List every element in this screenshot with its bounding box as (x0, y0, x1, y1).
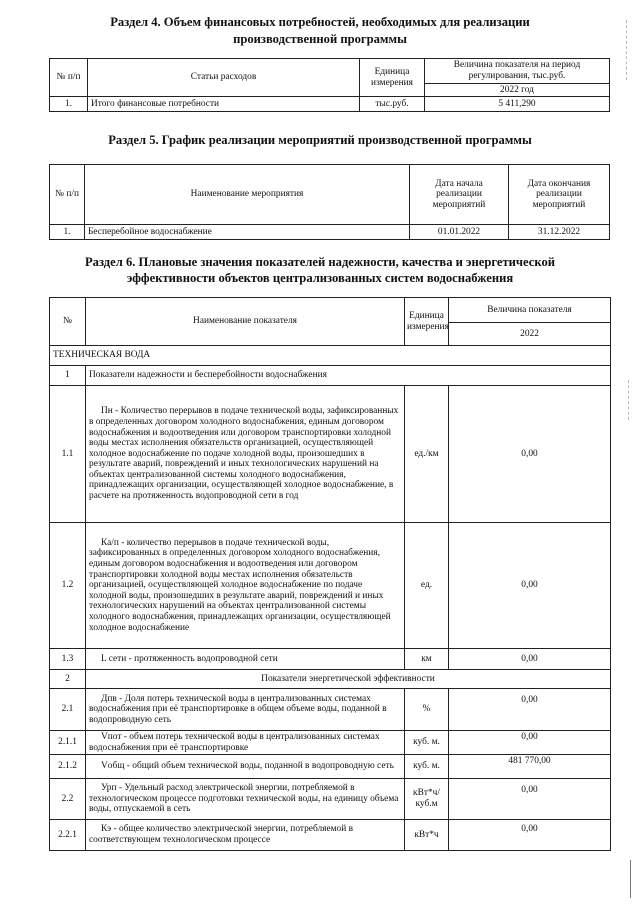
section6-title: Раздел 6. Плановые значения показателей надежности, качества и энергетической эффективности объектов централизованных систем водоснабжения (84, 255, 556, 285)
header-name: Наименование мероприятия (85, 165, 410, 225)
cell-value: 0,00 (449, 689, 611, 731)
cell-num: 2.2 (50, 779, 86, 820)
cell-name: Vобщ - общий объем технической воды, поданной в водопроводную сеть (86, 755, 405, 779)
header-end: Дата окончания реализации мероприятий (509, 165, 610, 225)
header-unit: Единица измерения (405, 298, 449, 346)
cell-num: 1. (50, 225, 85, 240)
scan-margin-mark (630, 860, 631, 898)
cell-value: 0,00 (449, 731, 611, 755)
table-row (50, 689, 611, 731)
cell-value: 0,00 (449, 523, 611, 649)
cell-num: 1 (50, 366, 86, 386)
header-item: Статьи расходов (88, 59, 360, 97)
cell-num: 2.1 (50, 689, 86, 731)
header-year: 2022 (449, 323, 611, 346)
table-row (50, 97, 610, 112)
cell-unit: ед./км (405, 386, 449, 523)
category-row: ТЕХНИЧЕСКАЯ ВОДА (50, 346, 611, 366)
table-row (50, 225, 610, 240)
scan-margin-mark (628, 380, 629, 420)
header-num: № п/п (50, 59, 88, 97)
cell-value: 0,00 (449, 386, 611, 523)
table-row (50, 820, 611, 851)
header-num: № (50, 298, 86, 346)
section5-title: Раздел 5. График реализации мероприятий производственной программы (108, 133, 532, 147)
cell-value: 481 770,00 (449, 755, 611, 779)
cell-unit: куб. м. (405, 755, 449, 779)
table-row (50, 731, 611, 755)
cell-unit: ед. (405, 523, 449, 649)
cell-end: 31.12.2022 (509, 225, 610, 240)
cell-name: Пн - Количество перерывов в подаче технической воды, зафиксированных в определенных договором холодного водоснабжения, единым договором водоснабжения и водоотведения или договором транспортировки холодной воды местах исполнения обязательств организацией, осуществляющей холодное водоснабжение по подаче холодной воды, произошедших в результате аварий, повреждений и иных технологических нарушений на объектах централизованной системы холодного водоснабжения, принадлежащих организации, осуществляющей холодное водоснабжение, в расчете на протяженность водопроводной сети в год (86, 386, 405, 523)
header-year: 2022 год (425, 84, 610, 97)
table-row (50, 779, 611, 820)
group-row (50, 366, 611, 386)
header-num: № п/п (50, 165, 85, 225)
cell-num: 2.1.2 (50, 755, 86, 779)
cell-num: 1. (50, 97, 88, 112)
header-name: Наименование показателя (86, 298, 405, 346)
cell-name: Дпв - Доля потерь технической воды в централизованных системах водоснабжения при её транспортировке в общем объеме воды, поданной в водопроводную сеть (86, 689, 405, 731)
cell-unit: км (405, 649, 449, 670)
header-start: Дата начала реализации мероприятий (410, 165, 509, 225)
cell-num: 2.1.1 (50, 731, 86, 755)
cell-num: 2.2.1 (50, 820, 86, 851)
cell-value: 0,00 (449, 820, 611, 851)
cell-num: 2 (50, 670, 86, 689)
table-row (50, 755, 611, 779)
section6-table (49, 297, 611, 851)
header-value: Величина показателя (449, 298, 611, 323)
cell-name: Показатели энергетической эффективности (86, 670, 611, 689)
cell-num: 1.2 (50, 523, 86, 649)
cell-value: 0,00 (449, 649, 611, 670)
table-row (50, 523, 611, 649)
cell-unit: кВт*ч/ куб.м (405, 779, 449, 820)
group-row (50, 670, 611, 689)
cell-unit: тыс.руб. (360, 97, 425, 112)
section4-title: Раздел 4. Объем финансовых потребностей, необходимых для реализации производственной программы (110, 15, 530, 46)
header-value: Величина показателя на период регулирования, тыс.руб. (425, 59, 610, 84)
cell-unit: % (405, 689, 449, 731)
scan-margin-mark (626, 20, 627, 80)
cell-item: Итого финансовые потребности (88, 97, 360, 112)
cell-name: Урп - Удельный расход электрической энергии, потребляемой в технологическом процессе подготовки технической воды, на единицу объема воды, отпускаемой в сеть (86, 779, 405, 820)
header-unit: Единица измерения (360, 59, 425, 97)
cell-value: 5 411,290 (425, 97, 610, 112)
section4-table (49, 58, 610, 112)
table-row (50, 386, 611, 523)
section5-table (49, 164, 610, 240)
cell-start: 01.01.2022 (410, 225, 509, 240)
cell-name: Vпот - объем потерь технической воды в централизованных системах водоснабжения при её транспортировке (86, 731, 405, 755)
cell-name: L сети - протяженность водопроводной сети (86, 649, 405, 670)
cell-num: 1.1 (50, 386, 86, 523)
cell-unit: кВт*ч (405, 820, 449, 851)
table-row (50, 649, 611, 670)
cell-name: Кэ - общее количество электрической энергии, потребляемой в соответствующем технологическом процессе (86, 820, 405, 851)
cell-unit: куб. м. (405, 731, 449, 755)
cell-num: 1.3 (50, 649, 86, 670)
cell-name: Бесперебойное водоснабжение (85, 225, 410, 240)
cell-name: Ка/п - количество перерывов в подаче технической воды, зафиксированных в определенных договором холодного водоснабжения, единым договором водоснабжения и водоотведения или договором транспортировки холодной воды местах исполнения обязательств организацией, осуществляющей холодное водоснабжение по подаче холодной воды, произошедших в результате аварий, повреждений и иных технологических нарушений на объектах централизованной системы холодного водоснабжения, принадлежащих организации, осуществляющей холодное водоснабжение (86, 523, 405, 649)
cell-value: 0,00 (449, 779, 611, 820)
cell-name: Показатели надежности и бесперебойности водоснабжения (86, 366, 611, 386)
